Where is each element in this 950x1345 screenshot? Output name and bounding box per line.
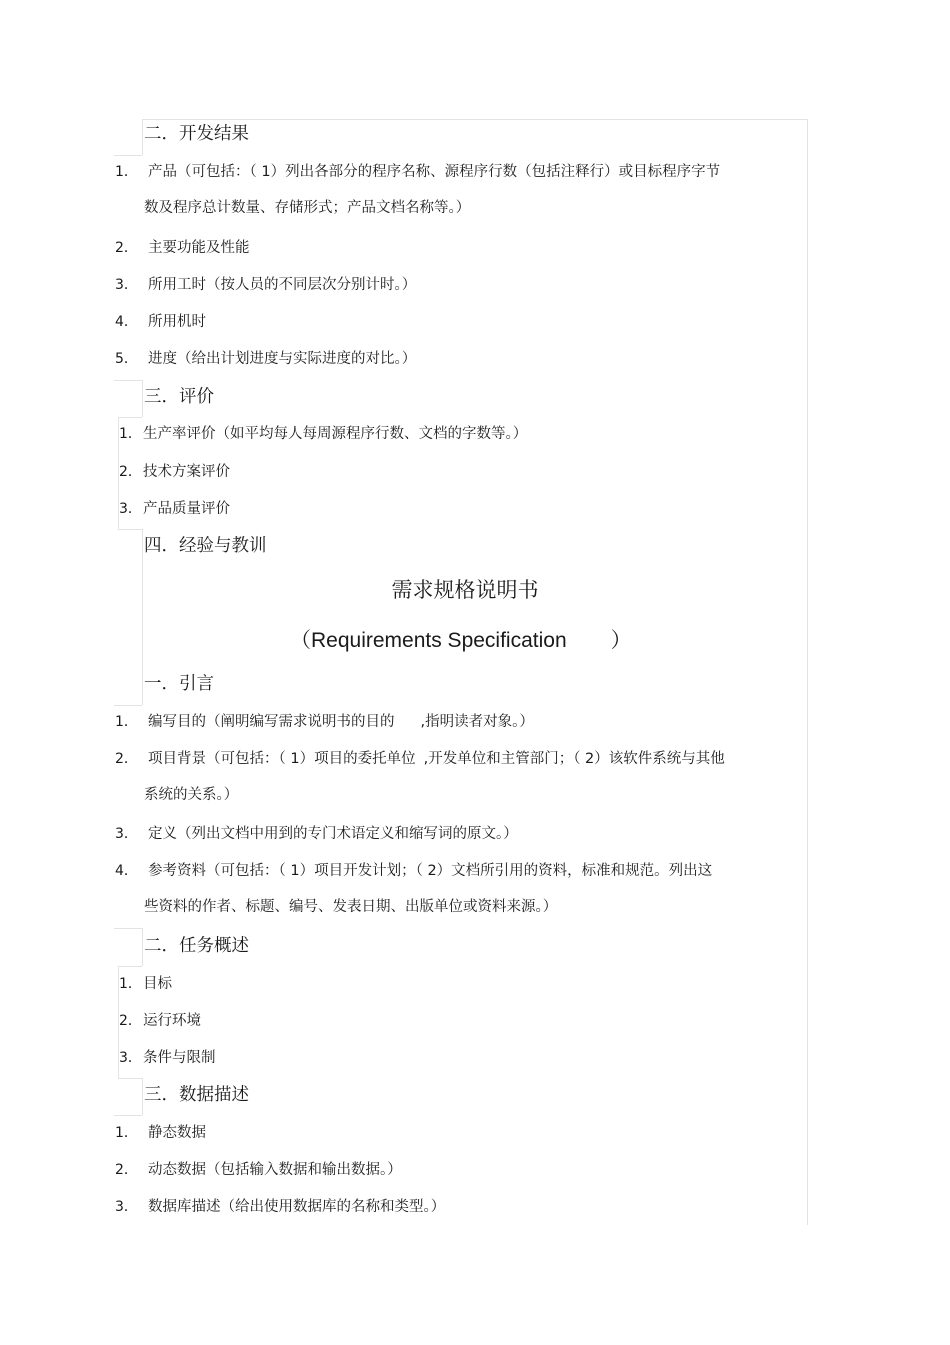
table-rule <box>142 928 143 966</box>
section-heading-data: 三．数据描述 <box>144 1085 249 1105</box>
list-item-continuation: 系统的关系。） <box>144 787 239 803</box>
table-rule <box>142 119 143 155</box>
list-item-continuation: 数及程序总计数量、存储形式；产品文档名称等。） <box>144 200 471 216</box>
document-subtitle: （Requirements Specification ） <box>290 629 632 652</box>
section-heading-dev-result: 二．开发结果 <box>144 124 249 144</box>
document-page: 二．开发结果 1． 产品（可包括：（ 1）列出各部分的程序名称、源程序行数（包括注释行）或目标程序字节 数及程序总计数量、存储形式；产品文档名称等。） 2． 主要功能及性能 3． 所用工时（按人员的不同层次分别计时。） 4． 所用机时 5． 进度（给出计划进度与实际进度的对比。） 三．评价 1． 生产率评价（如平均每人每周源程序行数、文档的字数等。） 2． 技术方案评价 3． 产品质量评价 四．经验与教训 需求规格说明书 （Requirements Specification ） 一．引言 1． 编写目的（阐明编写需求说明书的目的 ,指明读者对象。） 2． 项目背景（可包括：（ 1）项目的委托单位 ,开发单位和主管部门；（ 2）该软件系统与其他 系统的关系。） 3． 定义（列出文档中用到的专门术语定义和缩写词的原文。） 4． 参考资料（可包括：（ 1）项目开发计划；（ 2）文档所引用的资料，标准和规范。列出这 些资料的作者、标题、编号、发表日期、出版单位或资料来源。） 二．任务概述 1． 目标 2． 运行环境 3． 条件与限制 三．数据描述 1． 静态数据 2． 动态数据（包括输入数据和输出数据。） 3． 数据库描述（给出使用数据库的名称和类型。） <box>0 0 950 1345</box>
section-heading-overview: 二．任务概述 <box>144 936 249 956</box>
list-item-continuation: 些资料的作者、标题、编号、发表日期、出版单位或资料来源。） <box>144 899 558 915</box>
table-rule-top <box>142 119 808 120</box>
table-rule <box>142 380 143 417</box>
table-rule <box>118 529 142 530</box>
table-rule <box>114 1115 142 1116</box>
section-heading-lessons: 四．经验与教训 <box>144 536 267 556</box>
table-rule <box>114 705 142 706</box>
table-rule-right <box>807 119 808 1225</box>
table-rule <box>114 928 142 929</box>
table-rule <box>118 417 142 418</box>
section-heading-evaluation: 三．评价 <box>144 387 214 407</box>
section-heading-intro: 一．引言 <box>144 674 214 694</box>
table-rule <box>118 1078 142 1079</box>
table-rule <box>118 966 142 967</box>
table-rule <box>114 155 142 156</box>
table-rule <box>142 529 143 705</box>
table-rule <box>114 380 142 381</box>
document-title: 需求规格说明书 <box>391 578 539 602</box>
table-rule <box>142 1078 143 1115</box>
